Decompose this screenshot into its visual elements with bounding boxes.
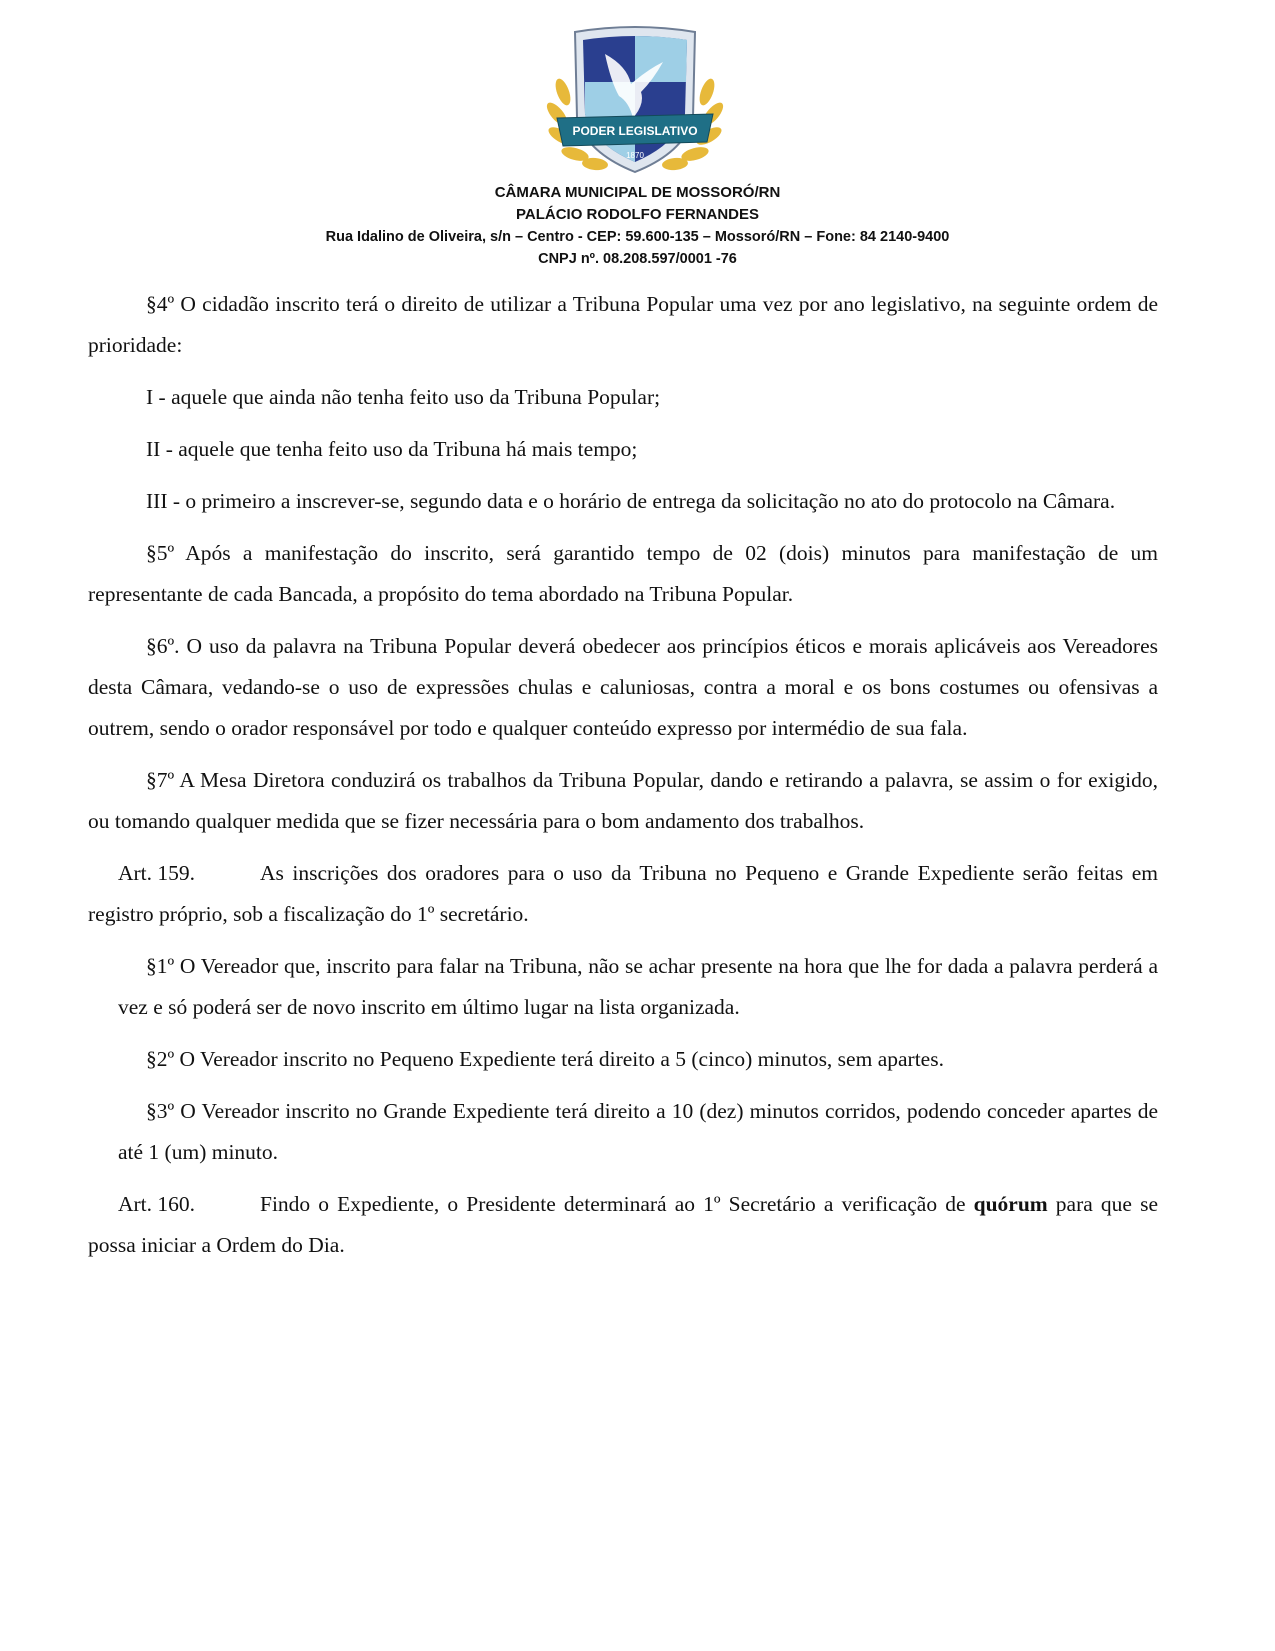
header-chamber-name: CÂMARA MUNICIPAL DE MOSSORÓ/RN: [494, 184, 781, 201]
header-cnpj: CNPJ nº. 08.208.597/0001 -76: [538, 251, 737, 267]
list-item-3: III - o primeiro a inscrever-se, segundo data e o horário de entrega da solicitação no ato do protocolo na Câmara.: [146, 489, 1116, 513]
logo-ribbon-text: PODER LEGISLATIVO: [572, 124, 698, 138]
article-160-text-end: para que se possa iniciar a Ordem do Dia.: [88, 1192, 1158, 1257]
article-159-number: Art. 159.: [118, 861, 196, 885]
chamber-crest-logo: [535, 22, 735, 177]
article-160-text: Findo o Expediente, o Presidente determinará ao 1º Secretário a verificação de: [260, 1192, 974, 1216]
header-palace-name: PALÁCIO RODOLFO FERNANDES: [515, 206, 760, 223]
article-160-number: Art. 160.: [118, 1192, 196, 1216]
list-item-1: I - aquele que ainda não tenha feito uso da Tribuna Popular;: [146, 385, 661, 409]
article-159-paragraph-3: §3º O Vereador inscrito no Grande Expediente terá direito a 10 (dez) minutos corridos, podendo conceder apartes de até 1 (um) minuto.: [118, 1099, 1158, 1164]
article-160: [88, 1184, 1158, 1266]
article-159-paragraph-1: §1º O Vereador que, inscrito para falar na Tribuna, não se achar presente na hora que lhe for dada a palavra perderá a vez e só poderá ser de novo inscrito em último lugar na lista organizada.: [118, 954, 1158, 1019]
header-address: Rua Idalino de Oliveira, s/n – Centro - CEP: 59.600-135 – Mossoró/RN – Fone: 84 2140-9400: [325, 229, 950, 245]
paragraph-5: §5º Após a manifestação do inscrito, será garantido tempo de 02 (dois) minutos para manifestação de um representante de cada Bancada, a propósito do tema abordado na Tribuna Popular.: [88, 541, 1158, 606]
article-160-bold-term: quórum: [973, 1192, 1048, 1216]
paragraph-4: §4º O cidadão inscrito terá o direito de utilizar a Tribuna Popular uma vez por ano legislativo, na seguinte ordem de prioridade:: [88, 292, 1158, 357]
logo-year: 1870: [626, 151, 644, 160]
document-body: [88, 284, 1158, 1277]
paragraph-7: §7º A Mesa Diretora conduzirá os trabalhos da Tribuna Popular, dando e retirando a palavra, se assim o for exigido, ou tomando qualquer medida que se fizer necessária para o bom andamento dos trabalhos.: [88, 768, 1158, 833]
list-item-2: II - aquele que tenha feito uso da Tribuna há mais tempo;: [146, 437, 638, 461]
paragraph-6: §6º. O uso da palavra na Tribuna Popular deverá obedecer aos princípios éticos e morais aplicáveis aos Vereadores desta Câmara, vedando-se o uso de expressões chulas e caluniosas, contra a moral e os bons costumes ou ofensivas a outrem, sendo o orador responsável por todo e qualquer conteúdo expresso por intermédio de sua fala.: [88, 634, 1158, 740]
article-159: [88, 853, 1158, 935]
article-159-text: As inscrições dos oradores para o uso da Tribuna no Pequeno e Grande Expediente serão feitas em registro próprio, sob a fiscalização do 1º secretário.: [88, 861, 1158, 926]
article-159-paragraph-2: §2º O Vereador inscrito no Pequeno Expediente terá direito a 5 (cinco) minutos, sem apartes.: [146, 1047, 944, 1071]
